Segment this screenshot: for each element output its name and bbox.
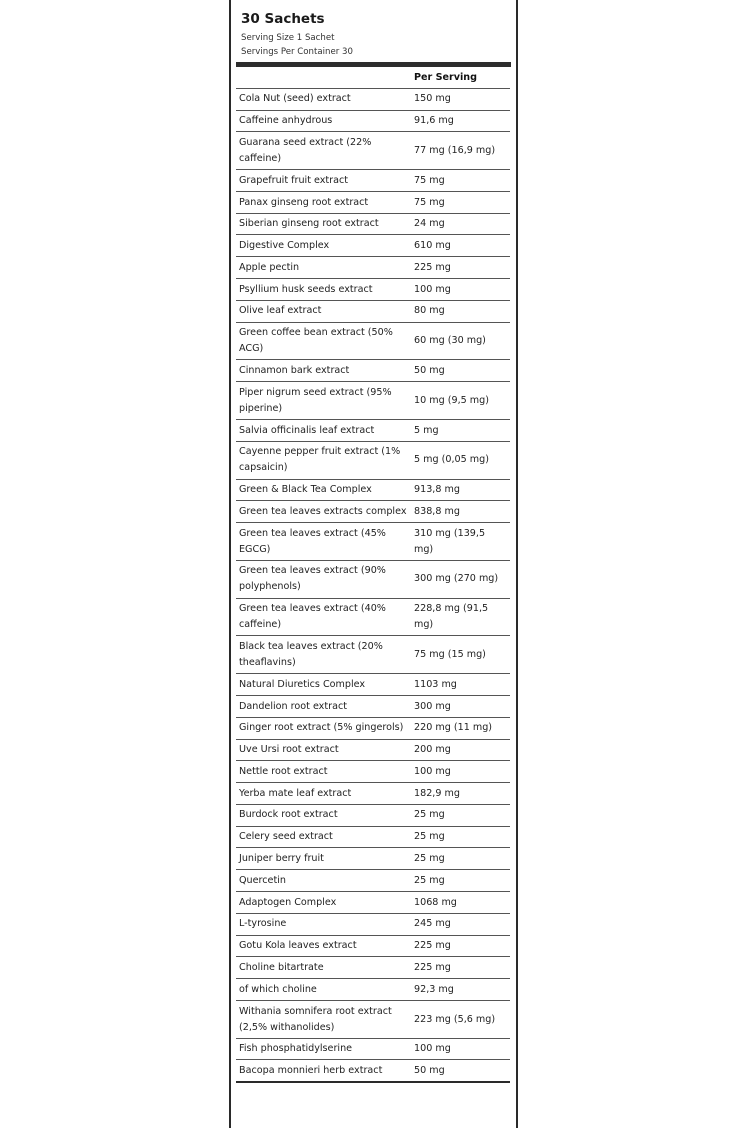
table-row [236, 1000, 510, 1038]
table-row [236, 279, 510, 301]
ingredient-amount: 200 mg [414, 739, 510, 761]
ingredient-amount: 10 mg (9,5 mg) [414, 382, 510, 420]
ingredient-name: Juniper berry fruit [236, 848, 414, 870]
ingredient-amount: 25 mg [414, 804, 510, 826]
table-row [236, 88, 510, 110]
ingredient-amount: 91,6 mg [414, 110, 510, 132]
serving-size: Serving Size 1 Sachet [241, 33, 335, 43]
ingredient-amount: 24 mg [414, 213, 510, 235]
ingredient-amount: 75 mg [414, 191, 510, 213]
ingredient-amount: 100 mg [414, 1038, 510, 1060]
ingredient-name: Green tea leaves extracts complex [236, 501, 414, 523]
table-row [236, 695, 510, 717]
ingredient-amount: 228,8 mg (91,5 mg) [414, 598, 510, 636]
table-row [236, 441, 510, 479]
table-row [236, 382, 510, 420]
ingredient-name: Burdock root extract [236, 804, 414, 826]
table-row [236, 1038, 510, 1060]
ingredient-amount: 1103 mg [414, 674, 510, 696]
ingredient-name: Digestive Complex [236, 235, 414, 257]
table-row [236, 739, 510, 761]
table-row [236, 848, 510, 870]
ingredient-name: Olive leaf extract [236, 300, 414, 322]
table-row [236, 213, 510, 235]
ingredient-amount: 225 mg [414, 957, 510, 979]
ingredients-table [236, 67, 510, 1083]
table-row [236, 170, 510, 192]
table-row [236, 523, 510, 561]
ingredient-name: Uve Ursi root extract [236, 739, 414, 761]
ingredient-name: Guarana seed extract (22% caffeine) [236, 132, 414, 170]
ingredient-amount: 25 mg [414, 826, 510, 848]
ingredient-name: Grapefruit fruit extract [236, 170, 414, 192]
ingredient-amount: 182,9 mg [414, 783, 510, 805]
ingredient-amount: 300 mg [414, 695, 510, 717]
ingredient-name: Green tea leaves extract (45% EGCG) [236, 523, 414, 561]
table-row [236, 110, 510, 132]
table-row [236, 1060, 510, 1082]
ingredient-name: of which choline [236, 979, 414, 1001]
ingredient-name: Green coffee bean extract (50% ACG) [236, 322, 414, 360]
ingredient-name: Cayenne pepper fruit extract (1% capsaicin) [236, 441, 414, 479]
ingredient-name: Gotu Kola leaves extract [236, 935, 414, 957]
ingredient-amount: 25 mg [414, 870, 510, 892]
ingredient-name: Fish phosphatidylserine [236, 1038, 414, 1060]
table-row [236, 235, 510, 257]
ingredient-amount: 5 mg [414, 419, 510, 441]
table-row [236, 300, 510, 322]
ingredient-name: Cinnamon bark extract [236, 360, 414, 382]
column-header-per-serving: Per Serving [414, 67, 510, 88]
ingredient-name: Panax ginseng root extract [236, 191, 414, 213]
ingredient-amount: 838,8 mg [414, 501, 510, 523]
table-row [236, 257, 510, 279]
ingredient-name: Dandelion root extract [236, 695, 414, 717]
ingredient-amount: 100 mg [414, 761, 510, 783]
ingredient-name: Cola Nut (seed) extract [236, 88, 414, 110]
table-row [236, 360, 510, 382]
ingredient-amount: 913,8 mg [414, 479, 510, 501]
ingredient-name: Celery seed extract [236, 826, 414, 848]
column-header-ingredient [236, 67, 414, 88]
ingredient-name: Black tea leaves extract (20% theaflavins) [236, 636, 414, 674]
ingredient-name: Green & Black Tea Complex [236, 479, 414, 501]
table-row [236, 479, 510, 501]
ingredient-name: Bacopa monnieri herb extract [236, 1060, 414, 1082]
table-row [236, 501, 510, 523]
table-row [236, 560, 510, 598]
table-row [236, 717, 510, 739]
ingredient-amount: 223 mg (5,6 mg) [414, 1000, 510, 1038]
table-row [236, 957, 510, 979]
servings-per-container: Servings Per Container 30 [241, 47, 353, 57]
table-row [236, 419, 510, 441]
ingredient-amount: 100 mg [414, 279, 510, 301]
ingredient-name: Caffeine anhydrous [236, 110, 414, 132]
ingredient-name: Natural Diuretics Complex [236, 674, 414, 696]
ingredient-amount: 92,3 mg [414, 979, 510, 1001]
ingredient-name: Green tea leaves extract (40% caffeine) [236, 598, 414, 636]
ingredient-name: Psyllium husk seeds extract [236, 279, 414, 301]
ingredient-name: Quercetin [236, 870, 414, 892]
ingredient-amount: 310 mg (139,5 mg) [414, 523, 510, 561]
ingredient-name: Green tea leaves extract (90% polyphenols) [236, 560, 414, 598]
ingredient-amount: 5 mg (0,05 mg) [414, 441, 510, 479]
table-row [236, 804, 510, 826]
ingredient-amount: 75 mg (15 mg) [414, 636, 510, 674]
table-row [236, 761, 510, 783]
ingredient-name: Adaptogen Complex [236, 892, 414, 914]
ingredient-amount: 25 mg [414, 848, 510, 870]
ingredients-table-body [236, 88, 510, 1082]
ingredient-amount: 60 mg (30 mg) [414, 322, 510, 360]
ingredient-amount: 225 mg [414, 257, 510, 279]
table-row [236, 870, 510, 892]
ingredient-amount: 1068 mg [414, 892, 510, 914]
table-row [236, 636, 510, 674]
table-row [236, 674, 510, 696]
container-title: 30 Sachets [241, 11, 325, 27]
table-row [236, 598, 510, 636]
table-header-row [236, 67, 510, 88]
ingredient-amount: 75 mg [414, 170, 510, 192]
table-row [236, 826, 510, 848]
ingredient-amount: 50 mg [414, 360, 510, 382]
table-row [236, 979, 510, 1001]
ingredient-name: Ginger root extract (5% gingerols) [236, 717, 414, 739]
ingredient-name: Salvia officinalis leaf extract [236, 419, 414, 441]
table-row [236, 191, 510, 213]
ingredient-name: Siberian ginseng root extract [236, 213, 414, 235]
table-row [236, 783, 510, 805]
table-row [236, 322, 510, 360]
ingredient-name: L-tyrosine [236, 913, 414, 935]
ingredient-amount: 610 mg [414, 235, 510, 257]
ingredient-amount: 77 mg (16,9 mg) [414, 132, 510, 170]
ingredient-amount: 220 mg (11 mg) [414, 717, 510, 739]
supplement-facts-panel [229, 0, 518, 1128]
ingredient-amount: 245 mg [414, 913, 510, 935]
ingredient-name: Withania somnifera root extract (2,5% withanolides) [236, 1000, 414, 1038]
ingredient-name: Apple pectin [236, 257, 414, 279]
ingredient-amount: 80 mg [414, 300, 510, 322]
ingredient-name: Nettle root extract [236, 761, 414, 783]
table-row [236, 132, 510, 170]
ingredient-amount: 300 mg (270 mg) [414, 560, 510, 598]
table-row [236, 935, 510, 957]
table-row [236, 892, 510, 914]
ingredient-name: Yerba mate leaf extract [236, 783, 414, 805]
ingredient-amount: 50 mg [414, 1060, 510, 1082]
ingredient-name: Choline bitartrate [236, 957, 414, 979]
table-row [236, 913, 510, 935]
ingredient-name: Piper nigrum seed extract (95% piperine) [236, 382, 414, 420]
ingredient-amount: 150 mg [414, 88, 510, 110]
ingredient-amount: 225 mg [414, 935, 510, 957]
